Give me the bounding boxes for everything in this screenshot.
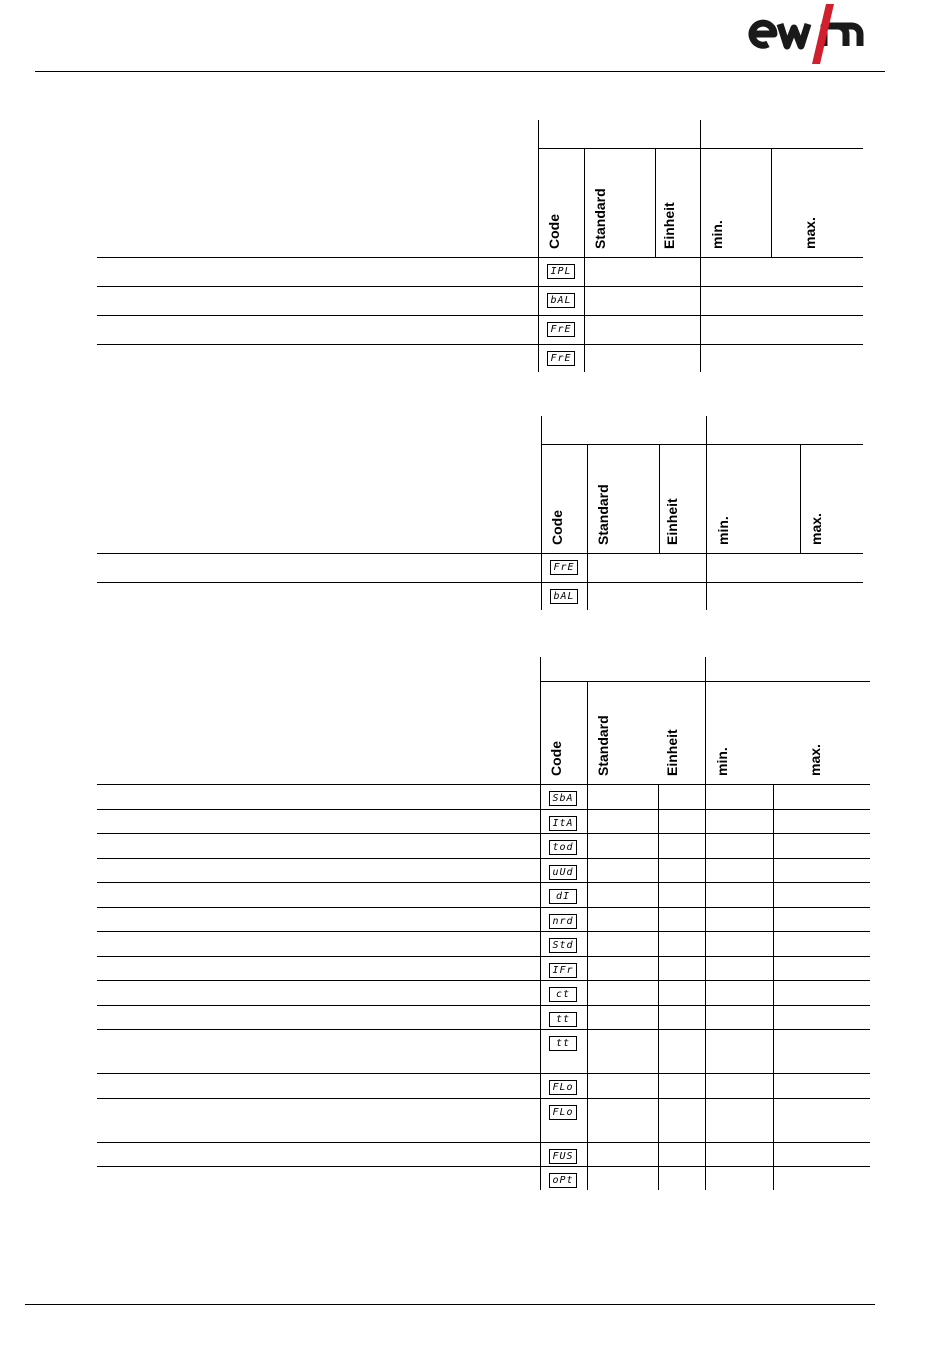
footer-rule xyxy=(25,1304,875,1305)
code-label: nrd xyxy=(552,915,574,927)
header-min: min. xyxy=(715,516,731,545)
code-display xyxy=(549,987,577,1002)
table-row-rule xyxy=(97,1142,870,1143)
table-row-rule xyxy=(97,956,870,957)
code-display xyxy=(549,1036,577,1051)
code-label: SbA xyxy=(552,793,574,804)
header-max: max. xyxy=(808,513,824,545)
code-label: tod xyxy=(552,842,574,853)
table-row-rule xyxy=(97,1029,870,1030)
code-display xyxy=(549,1149,577,1164)
header-max: max. xyxy=(807,744,823,776)
table-vline xyxy=(655,148,656,257)
table-row-rule xyxy=(97,882,870,883)
code-display xyxy=(549,791,577,806)
table-row-rule xyxy=(97,1098,870,1099)
code-display xyxy=(549,1012,577,1027)
table-row-rule xyxy=(97,809,870,810)
code-display xyxy=(547,293,575,308)
code-label: ItA xyxy=(552,817,574,829)
header-max: max. xyxy=(802,217,818,249)
table-row-rule xyxy=(97,257,863,258)
header-code: Code xyxy=(548,741,564,776)
table-row-rule xyxy=(97,553,863,554)
table-vline xyxy=(541,416,542,610)
table-hline xyxy=(541,444,863,445)
table-vline xyxy=(706,416,707,610)
header-min: min. xyxy=(709,220,725,249)
table-vline xyxy=(540,657,541,1190)
header-code: Code xyxy=(546,214,562,249)
table-vline xyxy=(538,120,539,372)
table-hline xyxy=(538,148,863,149)
code-label: bAL xyxy=(553,591,575,602)
code-label: IPL xyxy=(550,266,572,277)
table-row-rule xyxy=(97,858,870,859)
code-label: FrE xyxy=(553,562,575,573)
code-display xyxy=(549,914,577,929)
code-display xyxy=(549,816,577,831)
header-einheit: Einheit xyxy=(664,498,680,545)
table-vline xyxy=(705,657,706,1190)
table-vline xyxy=(773,784,774,1190)
code-display xyxy=(547,264,575,279)
code-label: FLo xyxy=(552,1106,574,1118)
code-display xyxy=(549,1080,577,1095)
table-row-rule xyxy=(97,582,863,583)
header-standard: Standard xyxy=(592,188,608,249)
header-rule xyxy=(35,71,885,72)
ewm-logo xyxy=(740,2,872,64)
code-display xyxy=(549,889,577,904)
code-display xyxy=(550,560,578,575)
table-vline xyxy=(587,681,588,1190)
code-label: FLo xyxy=(552,1082,574,1093)
table-vline xyxy=(587,444,588,610)
table-vline xyxy=(659,444,660,553)
table-row-rule xyxy=(97,1166,870,1167)
code-display xyxy=(549,1105,577,1120)
code-label: FrE xyxy=(550,353,572,364)
table-row-rule xyxy=(97,315,863,316)
table-row-rule xyxy=(97,1073,870,1074)
code-label: tt xyxy=(555,1013,571,1025)
table-row-rule xyxy=(97,344,863,345)
code-label: bAL xyxy=(550,295,572,306)
header-einheit: Einheit xyxy=(664,729,680,776)
code-display xyxy=(549,865,577,880)
header-einheit: Einheit xyxy=(661,202,677,249)
header-standard: Standard xyxy=(595,484,611,545)
header-code: Code xyxy=(549,510,565,545)
table-row-rule xyxy=(97,980,870,981)
table-vline xyxy=(658,784,659,1190)
code-label: Std xyxy=(552,940,574,951)
code-display xyxy=(550,589,578,604)
code-label: FrE xyxy=(550,324,572,335)
code-display xyxy=(547,322,575,337)
code-display xyxy=(549,840,577,855)
table-row-rule xyxy=(97,784,870,785)
code-label: FUS xyxy=(552,1150,574,1162)
header-standard: Standard xyxy=(595,715,611,776)
code-label: tt xyxy=(555,1038,571,1049)
code-display xyxy=(547,351,575,366)
table-vline xyxy=(584,148,585,372)
table-hline xyxy=(540,681,870,682)
code-label: oPt xyxy=(552,1175,574,1186)
table-row-rule xyxy=(97,907,870,908)
code-display xyxy=(549,1173,577,1188)
code-label: IFr xyxy=(552,964,574,976)
table-vline xyxy=(700,120,701,372)
header-min: min. xyxy=(714,747,730,776)
code-display xyxy=(549,963,577,978)
table-row-rule xyxy=(97,931,870,932)
code-display xyxy=(549,938,577,953)
table-row-rule xyxy=(97,1005,870,1006)
code-label: ct xyxy=(555,989,571,1000)
code-label: dI xyxy=(555,891,571,902)
table-vline xyxy=(771,148,772,257)
table-row-rule xyxy=(97,833,870,834)
code-label: uUd xyxy=(552,866,574,878)
table-row-rule xyxy=(97,286,863,287)
table-vline xyxy=(800,444,801,553)
